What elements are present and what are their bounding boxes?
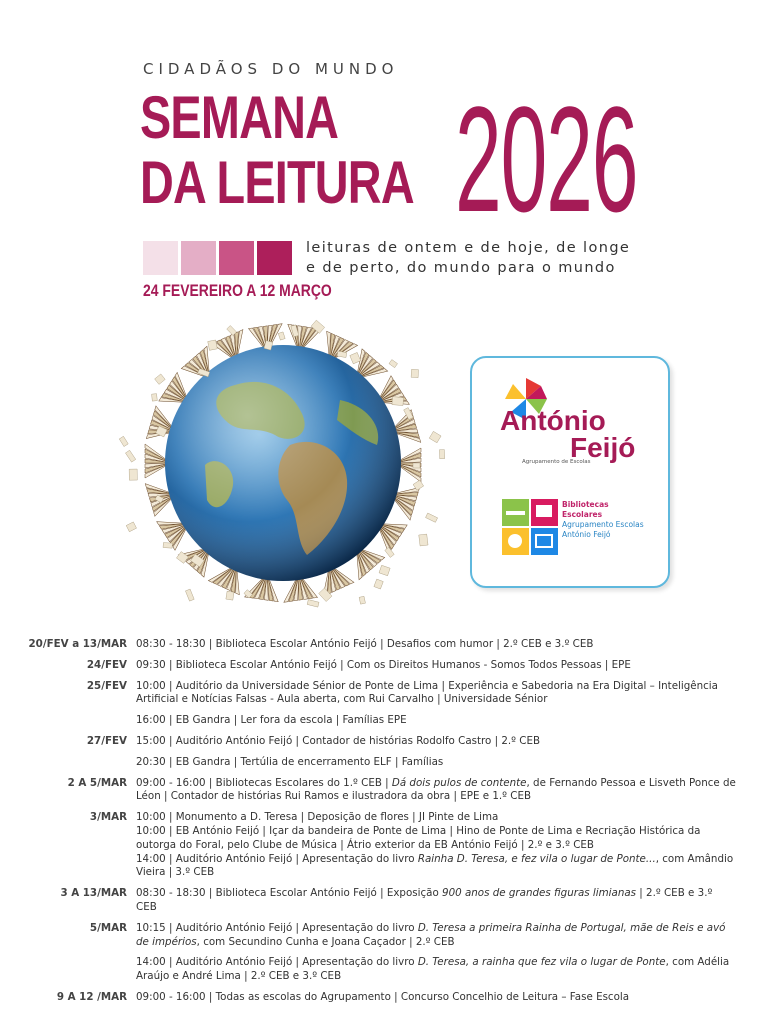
schedule-row: [0, 756, 768, 770]
schedule-date: 2 A 5/MAR: [67, 776, 127, 789]
schedule-text-part: 10:15 | Auditório António Feijó | Apresentação do livro: [136, 921, 418, 934]
schedule-text: 09:00 - 16:00 | Todas as escolas do Agrupamento | Concurso Concelhio de Leitura – Fase Escola: [136, 990, 630, 1003]
schedule-text-part: , com Amândio Vieira | 3.º CEB: [136, 852, 734, 879]
schedule-row: [0, 991, 768, 1005]
schedule-line: [136, 853, 736, 881]
schedule-date: 5/MAR: [89, 921, 127, 934]
event-dates: 24 FEVEREIRO A 12 MARÇO: [143, 281, 332, 300]
swatch-4: [257, 241, 292, 275]
schedule-text-part: 14:00 | Auditório António Feijó | Apresentação do livro: [136, 852, 418, 865]
schedule-text-part: 14:00 | Auditório António Feijó | Apresentação do livro: [136, 956, 418, 969]
schedule-text: 20:30 | EB Gandra | Tertúlia de encerramento ELF | Famílias: [136, 755, 444, 768]
swatch-3: [219, 241, 254, 275]
schedule-text-part: 08:30 - 18:30 | Biblioteca Escolar António Feijó | Exposição: [136, 887, 443, 900]
school-name-line-1: António: [500, 405, 606, 436]
subtitle-line-2: e de perto, do mundo para o mundo: [306, 260, 616, 276]
kicker-text: CIDADÃOS DO MUNDO: [143, 60, 399, 78]
schedule-text: [136, 811, 736, 880]
schedule-line: 10:00 | Monumento a D. Teresa | Deposição de flores | JI Pinte de Lima: [136, 811, 499, 824]
schedule-date: 3/MAR: [89, 811, 127, 824]
library-line-4: António Feijó: [562, 530, 611, 539]
school-name-line-2: Feijó: [570, 432, 636, 463]
schedule-date: 9 A 12 /MAR: [56, 990, 127, 1003]
schedule-row: [0, 811, 768, 880]
subtitle: [306, 238, 630, 278]
schedule-text: [136, 887, 736, 915]
library-line-3: Agrupamento Escolas: [562, 520, 644, 529]
globe-with-books-illustration: [115, 315, 455, 615]
schedule-row: [0, 659, 768, 673]
book-title: D. Teresa a primeira Rainha de Portugal, mãe de Reis e avó de impérios: [136, 921, 726, 948]
school-subtitle: Agrupamento de Escolas: [522, 459, 591, 465]
schedule-date: 27/FEV: [86, 734, 127, 747]
school-name: [500, 407, 635, 461]
schedule-text: 08:30 - 18:30 | Biblioteca Escolar António Feijó | Desafios com humor | 2.º CEB e 3.º CEB: [136, 638, 594, 650]
library-line-1: Bibliotecas: [562, 500, 609, 509]
book-title: Dá dois pulos de contente: [391, 776, 527, 789]
schedule-row: [0, 777, 768, 805]
year-title: 2026: [455, 75, 638, 243]
schedule-text-part: , de Fernando Pessoa e Lisveth Ponce de Léon | Contador de histórias Rui Ramos e ilustradora da obra | EPE e 1.º CEB: [136, 776, 736, 803]
title-line-2: DA LEITURA: [140, 149, 414, 216]
schedule-text: 15:00 | Auditório António Feijó | Contador de histórias Rodolfo Castro | 2.º CEB: [136, 734, 541, 747]
schedule-text: [136, 777, 736, 805]
color-swatches: [143, 241, 292, 275]
schedule-row: [0, 638, 768, 652]
exhibition-title: 900 anos de grandes figuras limianas: [442, 887, 637, 900]
schedule-text-part: , com Secundino Cunha e Joana Caçador | 2.º CEB: [196, 935, 455, 948]
swatch-2: [181, 241, 216, 275]
schedule-row: [0, 680, 768, 708]
schedule-date: [0, 756, 127, 770]
swatch-1: [143, 241, 178, 275]
title-line-1: SEMANA: [140, 84, 339, 151]
subtitle-line-1: leituras de ontem e de hoje, de longe: [306, 240, 631, 256]
schedule-date: 25/FEV: [86, 679, 127, 692]
schedule-date: [0, 714, 127, 728]
schedule-text-part: 09:00 - 16:00 | Bibliotecas Escolares do 1.º CEB |: [136, 776, 392, 789]
schedule-row: [0, 956, 768, 984]
schedule-text-part: , com Adélia Araújo e André Lima | 2.º CEB e 3.º CEB: [136, 956, 730, 983]
library-line-2: Escolares: [562, 510, 603, 519]
schedule-text: 16:00 | EB Gandra | Ler fora da escola | Famílias EPE: [136, 714, 407, 727]
schedule-row: [0, 714, 768, 728]
schedule-date: [0, 956, 127, 984]
schedule-row: [0, 887, 768, 915]
schedule-text-part: | 2.º CEB e 3.º CEB: [136, 887, 713, 913]
schedule-row: [0, 922, 768, 950]
schedule-date: 24/FEV: [86, 658, 127, 671]
schedule-date: 20/FEV a 13/MAR: [28, 638, 127, 650]
schedule-text: 10:00 | Auditório da Universidade Sénior de Ponte de Lima | Experiência e Sabedoria na Era Digital – Inteligência Artificial e Notícias Falsas - Aula aberta, com Rui Carvalho | Universidade Sénior: [136, 679, 718, 706]
schedule-row: [0, 735, 768, 749]
globe-icon: [115, 315, 455, 615]
schedule-text: [136, 922, 736, 950]
schedule-date: 3 A 13/MAR: [60, 887, 127, 900]
schedule-list: [0, 638, 768, 1012]
school-logo-card: [470, 356, 670, 588]
schedule-text: [136, 956, 736, 984]
library-logo-text: [562, 500, 644, 540]
schedule-line: 10:00 | EB António Feijó | Içar da bandeira de Ponte de Lima | Hino de Ponte de Lima e Recriação Histórica da outorga do Foral, pelo Clube de Música | Átrio exterior da EB António Feijó | 2.º e 3.º CEB: [136, 824, 701, 851]
book-title: Rainha D. Teresa, e fez vila o lugar de Ponte...: [417, 852, 656, 865]
schedule-text: 09:30 | Biblioteca Escolar António Feijó | Com os Direitos Humanos - Somos Todos Pessoas | EPE: [136, 658, 631, 671]
library-logo-icon: [502, 499, 558, 555]
book-title: D. Teresa, a rainha que fez vila o lugar de Ponte: [417, 956, 666, 969]
